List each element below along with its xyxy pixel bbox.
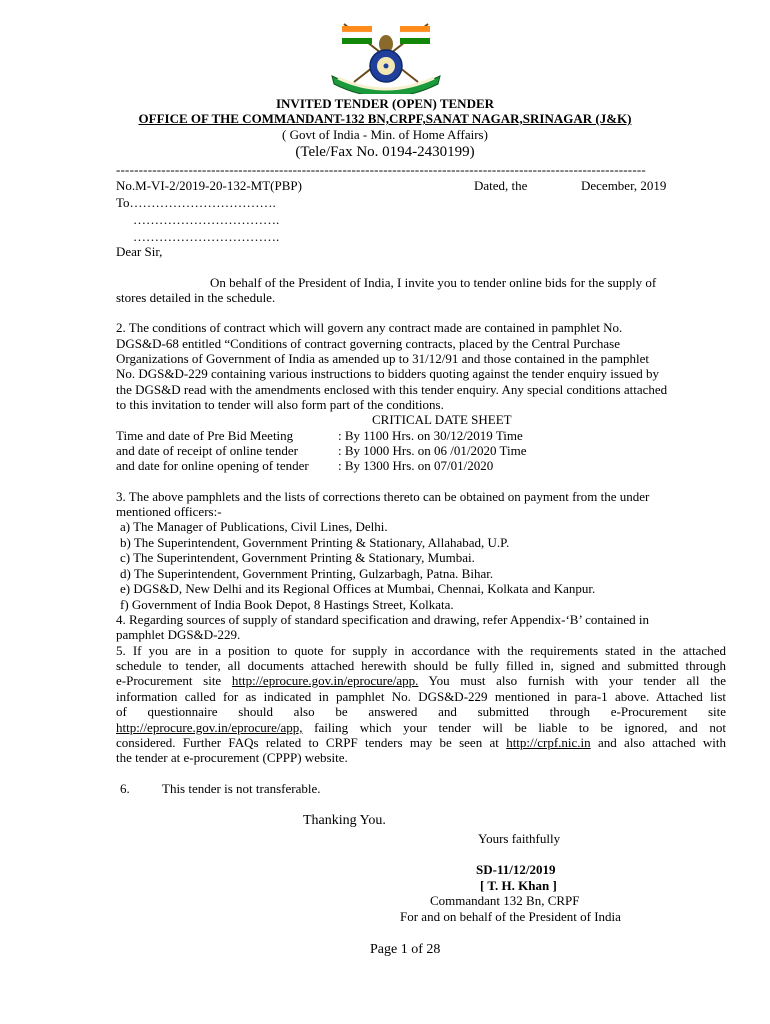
yours-faithfully: Yours faithfully [478, 831, 561, 846]
address-line-1: ……………………………. [133, 212, 280, 227]
para5-line-4: information called for as indicated in pamphlet No. DGS&D-229 mentioned in para-1 above. Attached list [116, 689, 726, 704]
para5-word: be [335, 704, 348, 719]
para6-text: This tender is not transferable. [162, 781, 321, 796]
on-behalf-line: For and on behalf of the President of India [400, 909, 621, 924]
para2-line: Organizations of Government of India as amended up to 31/12/91 and those contained in the pamphlet [116, 351, 649, 366]
officer-list-item: a) The Manager of Publications, Civil Lines, Delhi. [120, 519, 388, 534]
critical-row-label: and date for online opening of tender [116, 458, 309, 473]
para5-word: also [293, 704, 315, 719]
para5-word: through [549, 704, 591, 719]
para5-line-3 [116, 673, 726, 689]
para4-line-2: pamphlet DGS&D-229. [116, 627, 241, 642]
para5-text: and also attached with [597, 735, 727, 750]
signatory-designation: Commandant 132 Bn, CRPF [430, 893, 580, 908]
signature-date: SD-11/12/2019 [476, 862, 556, 877]
critical-row-label: and date of receipt of online tender [116, 443, 298, 458]
para1-line-1: On behalf of the President of India, I invite you to tender online bids for the supply of [210, 275, 657, 290]
critical-row-value: : By 1100 Hrs. on 30/12/2019 Time [338, 428, 523, 443]
officer-list-item: b) The Superintendent, Government Printing & Stationary, Allahabad, U.P. [120, 535, 510, 550]
para5-word: answered [368, 704, 418, 719]
officer-list-item: d) The Superintendent, Government Printing, Gulzarbagh, Patna. Bihar. [120, 566, 494, 581]
para2-line: to this invitation to tender will also form part of the conditions. [116, 397, 444, 412]
reference-number: No.M-VI-2/2019-20-132-MT(PBP) [116, 178, 302, 193]
critical-row-value: : By 1000 Hrs. on 06 /01/2020 Time [338, 443, 527, 458]
officer-list-item: f) Government of India Book Depot, 8 Hastings Street, Kolkata. [120, 597, 454, 612]
para5-word: of [116, 704, 127, 719]
para5-text: e-Procurement site [116, 673, 222, 688]
critical-row-label: Time and date of Pre Bid Meeting [116, 428, 294, 443]
crpf-link[interactable]: http://crpf.nic.in [506, 735, 591, 750]
para5-word: site [707, 704, 727, 719]
para1-line-2: stores detailed in the schedule. [116, 290, 276, 305]
salutation: Dear Sir, [116, 244, 163, 259]
para5-text: failing which your tender will be liable to be ignored, and not [314, 720, 727, 735]
dated-label: Dated, the [474, 178, 528, 193]
officer-list-item: c) The Superintendent, Government Printing & Stationary, Mumbai. [120, 550, 475, 565]
office-line: OFFICE OF THE COMMANDANT-132 BN,CRPF,SANAT NAGAR,SRINAGAR (J&K) [138, 111, 632, 126]
eprocure-link[interactable]: http://eprocure.gov.in/eprocure/app. [231, 673, 419, 688]
signatory-name: [ T. H. Khan ] [480, 878, 557, 893]
thanking-you: Thanking You. [303, 813, 386, 828]
para3-line-1: 3. The above pamphlets and the lists of corrections thereto can be obtained on payment from the under [116, 489, 650, 504]
para5-line-8: the tender at e-procurement (CPPP) website. [116, 750, 348, 765]
para2-line: No. DGS&D-229 containing various instructions to bidders quoting against the tender enquiry issued by [116, 366, 660, 381]
para5-word: should [238, 704, 273, 719]
para5-word: and [438, 704, 457, 719]
para5-line-6 [116, 720, 726, 736]
para3-line-2: mentioned officers:- [116, 504, 222, 519]
para6-number: 6. [120, 781, 130, 796]
page-number: Page 1 of 28 [370, 942, 441, 957]
critical-row-value: : By 1300 Hrs. on 07/01/2020 [338, 458, 494, 473]
para4-line-1: 4. Regarding sources of supply of standard specification and drawing, refer Appendix-‘B’ contained in [116, 612, 649, 627]
crpf-emblem-logo [314, 18, 458, 94]
telefax-line: (Tele/Fax No. 0194-2430199) [295, 144, 475, 160]
tender-title: INVITED TENDER (OPEN) TENDER [275, 96, 495, 111]
to-line: To……………………………. [116, 195, 276, 210]
para5-word: questionnaire [147, 704, 218, 719]
para5-line-1: 5. If you are in a position to quote for supply in accordance with the requirements stated in the attached [116, 643, 726, 658]
para5-word: submitted [477, 704, 529, 719]
para5-text: considered. Further FAQs related to CRPF tenders may be seen at [116, 735, 499, 750]
para5-text: You must also furnish with your tender all the [428, 673, 727, 688]
eprocure-link-2[interactable]: http://eprocure.gov.in/eprocure/app, [116, 720, 303, 735]
para2-line: DGS&D-68 entitled “Conditions of contract governing contracts, placed by the Central Purchase [116, 336, 620, 351]
officer-list-item: e) DGS&D, New Delhi and its Regional Offices at Mumbai, Chennai, Kolkata and Kanpur. [120, 581, 596, 596]
critical-date-heading: CRITICAL DATE SHEET [372, 412, 512, 427]
para5-line-2: schedule to tender, all documents attached herewith should be fully filled in, signed and submitted through [116, 658, 726, 673]
para2-line: the DGS&D read with the amendments enclosed with this tender enquiry. Any special conditions attached [116, 382, 668, 397]
govt-line: ( Govt of India - Min. of Home Affairs) [282, 127, 488, 142]
letter-date: December, 2019 [581, 178, 667, 193]
para5-line-7 [116, 735, 726, 751]
para2-line: 2. The conditions of contract which will govern any contract made are contained in pamphlet No. [116, 320, 623, 335]
para5-word: e-Procurement [610, 704, 688, 719]
address-line-2: ……………………………. [133, 229, 280, 244]
para5-line-5 [116, 704, 726, 720]
separator-line: --------------------------------------------------------------------------------------------------------------------- [116, 162, 646, 177]
